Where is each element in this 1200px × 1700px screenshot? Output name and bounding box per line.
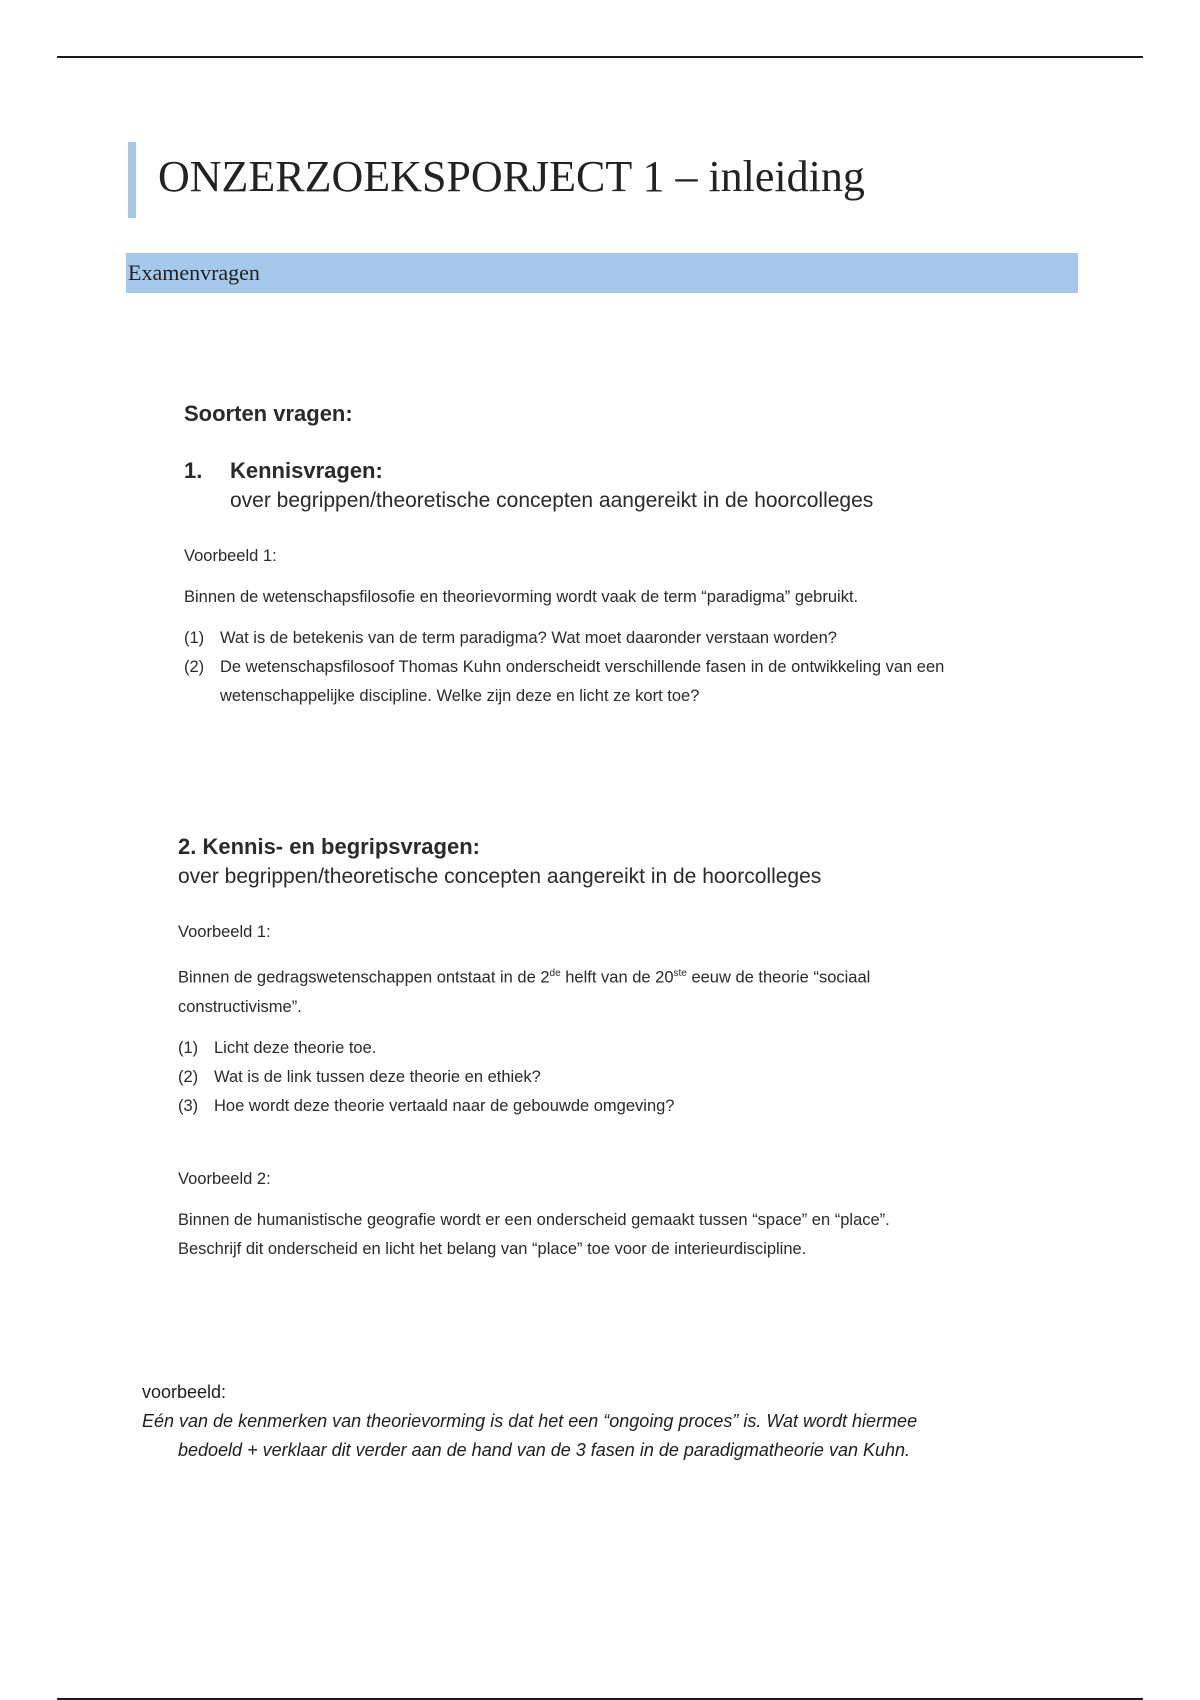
example-text-line: Eén van de kenmerken van theorievorming is dat het een “ongoing proces” is. Wat wordt hiermee (142, 1411, 918, 1431)
example-label: voorbeeld: (142, 1382, 227, 1402)
question-item (178, 1034, 978, 1063)
question-types-block (184, 400, 1024, 711)
top-rule (57, 56, 1143, 58)
section-heading (126, 253, 1078, 293)
title-block (128, 142, 865, 218)
list-number: 1. (184, 458, 203, 483)
example-label: Voorbeeld 1: (178, 923, 271, 941)
section-heading-label: Examenvragen (128, 260, 260, 285)
example-label: Voorbeeld 2: (178, 1169, 271, 1188)
question-number: (2) (184, 658, 205, 676)
block-subheading: over begrippen/theoretische concepten aangereikt in de hoorcolleges (178, 865, 822, 888)
example-intro: Binnen de wetenschapsfilosofie en theorievorming wordt vaak de term “paradigma” gebruikt. (184, 588, 859, 606)
item-title: Kennisvragen: (230, 458, 383, 483)
question-number: (1) (184, 629, 205, 647)
question-item (178, 1063, 978, 1092)
knowledge-questions-block (178, 832, 978, 1264)
example-text-line: bedoeld + verklaar dit verder aan de hand van de 3 fasen in de paradigmatheorie van Kuhn. (178, 1440, 911, 1460)
page-title: ONZERZOEKSPORJECT 1 – inleiding (158, 152, 865, 201)
block-heading: 2. Kennis- en begripsvragen: (178, 834, 480, 859)
item-subtitle: over begrippen/theoretische concepten aangereikt in de hoorcolleges (230, 489, 874, 512)
question-text: Hoe wordt deze theorie vertaald naar de gebouwde omgeving? (214, 1096, 675, 1115)
example-text: Binnen de humanistische geografie wordt er een onderscheid gemaakt tussen “space” en “place”. Beschrijf dit onderscheid en licht het belang van “place” toe voor de interieurdiscipline. (178, 1210, 890, 1258)
list-item (184, 456, 1024, 516)
example-intro (178, 959, 938, 1022)
superscript: de (549, 968, 561, 979)
example-block (142, 1378, 1042, 1465)
intro-text: helft van de 20 (560, 968, 674, 987)
block-heading: Soorten vragen: (184, 401, 353, 426)
question-text: Licht deze theorie toe. (214, 1038, 377, 1057)
question-text: De wetenschapsfilosoof Thomas Kuhn onderscheidt verschillende fasen in de ontwikkeling van een wetenschappelijke discipline. Welke zijn deze en licht ze kort toe? (220, 658, 945, 705)
example-label: Voorbeeld 1: (184, 547, 277, 565)
question-number: (3) (178, 1096, 199, 1115)
intro-text: Binnen de gedragswetenschappen ontstaat in de 2 (178, 968, 550, 987)
question-number: (2) (178, 1067, 199, 1086)
superscript: ste (673, 968, 687, 979)
question-text: Wat is de link tussen deze theorie en ethiek? (214, 1067, 541, 1086)
question-item (184, 624, 1024, 653)
question-text: Wat is de betekenis van de term paradigma? Wat moet daaronder verstaan worden? (220, 629, 837, 647)
question-item (178, 1092, 978, 1121)
question-item (184, 653, 1024, 711)
intro-text: eeuw de theorie “sociaal constructivisme”. (178, 968, 871, 1016)
question-number: (1) (178, 1038, 199, 1057)
